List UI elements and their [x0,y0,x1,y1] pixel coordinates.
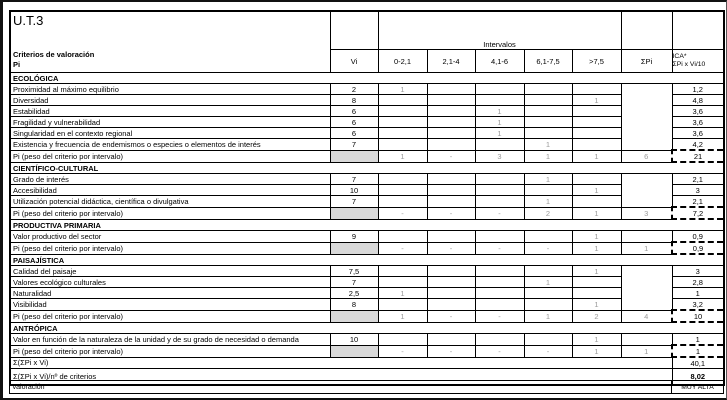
interval-mark [427,277,475,288]
sum-pi-col-header: ΣPi [621,50,672,73]
vi-value: 7 [330,139,378,151]
criterion-label: Valor productivo del sector [10,231,330,243]
criterion-row [10,117,724,128]
interval-mark [475,277,524,288]
section-title: PRODUCTIVA PRIMARIA [10,219,724,231]
ica-value: 1 [672,288,724,299]
valuation-table [9,10,725,386]
interval-mark [524,334,572,346]
section-title: PAISAJÍSTICA [10,254,724,266]
interval-mark: 1 [572,231,621,243]
interval-mark [427,128,475,139]
interval-mark [427,288,475,299]
criterion-row [10,139,724,151]
interval-mark [475,95,524,106]
criterion-label: Proximidad al máximo equilibrio [10,84,330,95]
interval-mark [378,106,427,117]
criterion-row [10,231,724,243]
section-ica-total: 10 [672,310,724,322]
interval-mark [427,266,475,277]
interval-mark: 1 [524,174,572,185]
vi-value: 9 [330,231,378,243]
pi-interval-count: - [427,345,475,357]
interval-mark [524,185,572,196]
criterion-label: Existencia y frecuencia de endemismos o especies o elementos de interés [10,139,330,151]
pi-interval-count: 1 [572,150,621,162]
sum-pi-merged-cell [621,84,672,151]
interval-mark [524,95,572,106]
ica-value: 3,2 [672,299,724,311]
ica-col-spacer [672,11,724,50]
pi-interval-count: - [427,207,475,219]
pi-vi-shaded-cell [330,310,378,322]
section-ica-total: 1 [672,345,724,357]
criterion-row [10,196,724,208]
section-ica-total: 7,2 [672,207,724,219]
section-title: ANTRÓPICA [10,322,724,334]
interval-mark: 1 [572,266,621,277]
pi-interval-count: - [427,242,475,254]
section-title: ECOLÓGICA [10,73,724,84]
interval-mark [378,95,427,106]
vi-value: 8 [330,95,378,106]
interval-col-header-4: 6,1-7,5 [524,50,572,73]
interval-mark [572,128,621,139]
pi-interval-count: 1 [378,310,427,322]
ica-value: 3,6 [672,106,724,117]
criterion-row [10,334,724,346]
criterion-label: Valor en función de la naturaleza de la unidad y de su grado de necesidad o demanda [10,334,330,346]
pi-interval-count: 2 [524,207,572,219]
criterion-label: Estabilidad [10,106,330,117]
interval-mark [427,185,475,196]
sum-pi-value: 1 [621,242,672,254]
section-ica-total: 0,9 [672,242,724,254]
criterion-label: Grado de interés [10,174,330,185]
interval-mark [572,174,621,185]
interval-mark: 1 [378,84,427,95]
pi-weight-row [10,345,724,357]
interval-mark [572,84,621,95]
criterion-label: Diversidad [10,95,330,106]
interval-mark [378,174,427,185]
criterion-row [10,277,724,288]
sum-pi-merged-cell [621,231,672,243]
pi-vi-shaded-cell [330,242,378,254]
section-header-row [10,219,724,231]
section-header-row [10,73,724,84]
sum-pi-merged-cell [621,174,672,208]
sum-pi-col-spacer [621,11,672,50]
pi-interval-count: 1 [524,150,572,162]
pi-interval-count: - [378,242,427,254]
interval-mark [572,139,621,151]
ica-value: 1 [672,334,724,346]
pi-interval-count: 1 [378,150,427,162]
pi-interval-count: - [475,207,524,219]
pi-vi-shaded-cell [330,207,378,219]
section-header-row [10,322,724,334]
interval-mark: 1 [524,277,572,288]
vi-value: 6 [330,117,378,128]
vi-value: 7 [330,196,378,208]
total-row [10,357,724,369]
interval-mark [524,84,572,95]
total-label: Σ(ΣPi x Vi)/nº de criterios [10,369,672,386]
ica-value: 2,8 [672,277,724,288]
criteria-heading: Criterios de valoración [13,50,95,59]
pi-weight-row [10,310,724,322]
sum-pi-value: 3 [621,207,672,219]
interval-mark [475,266,524,277]
criterion-row [10,266,724,277]
interval-mark [378,117,427,128]
ica-value: 0,9 [672,231,724,243]
interval-mark [427,95,475,106]
interval-mark [524,299,572,311]
vi-value: 6 [330,128,378,139]
pi-weight-row [10,150,724,162]
sum-pi-merged-cell [621,334,672,346]
vi-col-spacer [330,11,378,50]
pi-row-label: Pi (peso del criterio por intervalo) [10,310,330,322]
pi-interval-count: 3 [475,150,524,162]
ica-value: 4,2 [672,139,724,151]
section-title: CIENTÍFICO-CULTURAL [10,162,724,174]
interval-mark [378,185,427,196]
criterion-label: Naturalidad [10,288,330,299]
criterion-row [10,288,724,299]
interval-mark [475,334,524,346]
interval-mark [475,288,524,299]
vi-value: 7 [330,277,378,288]
total-value: 40,1 [672,357,724,369]
vi-value: 7 [330,174,378,185]
criterion-label: Singularidad en el contexto regional [10,128,330,139]
section-header-row [10,254,724,266]
pi-weight-row [10,242,724,254]
pi-interval-count: - [427,150,475,162]
interval-mark [378,139,427,151]
unit-title: U.T.3 [13,13,44,28]
ica-col-header [672,50,724,73]
pi-heading: Pi [13,60,21,69]
vi-value: 10 [330,185,378,196]
ica-value: 3 [672,266,724,277]
total-label: Σ(ΣPi x Vi) [10,357,672,369]
interval-mark [524,231,572,243]
interval-col-header-1: 0-2,1 [378,50,427,73]
section-ica-total: 21 [672,150,724,162]
criterion-label: Visibilidad [10,299,330,311]
interval-mark [572,117,621,128]
interval-mark [572,196,621,208]
interval-mark [427,84,475,95]
pi-interval-count: - [475,310,524,322]
pi-interval-count: - [427,310,475,322]
interval-mark [378,334,427,346]
pi-interval-count: - [475,345,524,357]
interval-mark: 1 [572,185,621,196]
interval-mark [524,288,572,299]
pi-interval-count: - [524,242,572,254]
interval-mark: 1 [572,299,621,311]
ica-value: 3,6 [672,117,724,128]
interval-mark [475,174,524,185]
interval-mark [427,231,475,243]
interval-mark [378,299,427,311]
pi-interval-count: - [475,242,524,254]
pi-row-label: Pi (peso del criterio por intervalo) [10,242,330,254]
pi-interval-count: - [378,207,427,219]
total-value: 8,02 [672,369,724,386]
ica-value: 1,2 [672,84,724,95]
pi-row-label: Pi (peso del criterio por intervalo) [10,207,330,219]
pi-row-label: Pi (peso del criterio por intervalo) [10,345,330,357]
criterion-row [10,106,724,117]
criterion-row [10,128,724,139]
ica-value: 4,8 [672,95,724,106]
interval-mark [572,277,621,288]
interval-mark [524,128,572,139]
pi-row-label: Pi (peso del criterio por intervalo) [10,150,330,162]
interval-col-header-2: 2,1-4 [427,50,475,73]
pi-vi-shaded-cell [330,345,378,357]
table-corner-cell [10,11,330,73]
pi-interval-count: 1 [572,242,621,254]
interval-mark [475,84,524,95]
interval-mark: 1 [572,334,621,346]
interval-mark [427,174,475,185]
pi-interval-count: 1 [524,310,572,322]
interval-col-header-3: 4,1-6 [475,50,524,73]
criterion-label: Fragilidad y vulnerabilidad [10,117,330,128]
interval-mark: 1 [572,95,621,106]
ica-col-header-line2: ΣPi x Vi/10 [672,61,706,68]
interval-mark [572,288,621,299]
interval-mark [524,117,572,128]
pi-interval-count: - [524,345,572,357]
pi-interval-count: 2 [572,310,621,322]
interval-mark [475,139,524,151]
pi-weight-row [10,207,724,219]
vi-value: 2 [330,84,378,95]
pi-interval-count: 1 [572,207,621,219]
interval-mark: 1 [475,106,524,117]
interval-mark [427,196,475,208]
criterion-label: Accesibilidad [10,185,330,196]
interval-mark [524,266,572,277]
interval-mark [378,196,427,208]
table-body [10,73,724,386]
interval-mark: 1 [524,139,572,151]
ica-value: 2,1 [672,174,724,185]
intervals-group-header: Intervalos [378,11,621,50]
criterion-row [10,174,724,185]
interval-mark: 1 [378,288,427,299]
interval-mark: 1 [524,196,572,208]
interval-mark [378,231,427,243]
ica-value: 3,6 [672,128,724,139]
criterion-label: Utilización potencial didáctica, científica o divulgativa [10,196,330,208]
ica-value: 2,1 [672,196,724,208]
vi-value: 10 [330,334,378,346]
sum-pi-value: 4 [621,310,672,322]
valoracion-row [10,381,724,394]
interval-mark [378,128,427,139]
valoracion-value: MUY ALTA [672,381,724,394]
ica-col-header-line1: ICA* [672,53,687,60]
interval-mark [378,266,427,277]
valoracion-label: Valoración [10,381,672,394]
interval-mark [524,106,572,117]
interval-mark [378,277,427,288]
interval-mark: 1 [475,128,524,139]
interval-mark [427,334,475,346]
interval-mark [475,185,524,196]
interval-mark [475,299,524,311]
interval-mark [475,196,524,208]
criterion-label: Calidad del paisaje [10,266,330,277]
criterion-label: Valores ecológico culturales [10,277,330,288]
criterion-row [10,185,724,196]
interval-mark: 1 [475,117,524,128]
ica-value: 3 [672,185,724,196]
pi-vi-shaded-cell [330,150,378,162]
interval-mark [427,139,475,151]
interval-mark [427,117,475,128]
vi-col-header: Vi [330,50,378,73]
header-row-top [10,11,724,50]
vi-value: 7,5 [330,266,378,277]
pi-interval-count: - [378,345,427,357]
sum-pi-value: 1 [621,345,672,357]
interval-mark [427,106,475,117]
pi-interval-count: 1 [572,345,621,357]
interval-mark [475,231,524,243]
sum-pi-value: 6 [621,150,672,162]
vi-value: 2,5 [330,288,378,299]
vi-value: 6 [330,106,378,117]
criterion-row [10,84,724,95]
interval-mark [427,299,475,311]
criterion-row [10,95,724,106]
vi-value: 8 [330,299,378,311]
interval-mark [572,106,621,117]
sum-pi-merged-cell [621,266,672,311]
criterion-row [10,299,724,311]
valoracion-table [9,380,724,394]
interval-col-header-5: >7,5 [572,50,621,73]
section-header-row [10,162,724,174]
